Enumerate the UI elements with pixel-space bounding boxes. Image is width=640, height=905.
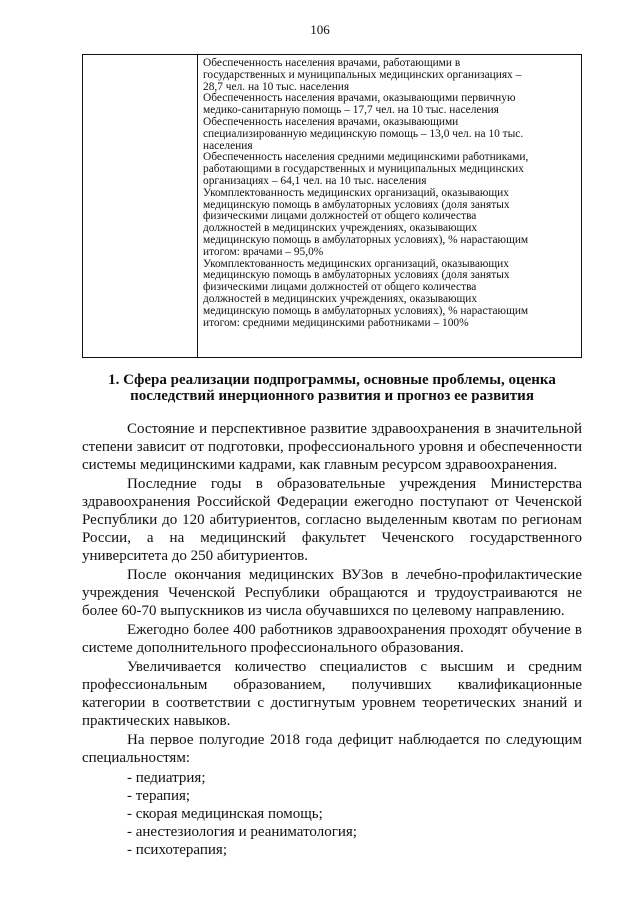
paragraph: После окончания медицинских ВУЗов в лечебно-профилактические учреждения Чеченской Республики обращаются и трудоустраиваются не более 60-70 выпускников из числа обучавшихся по целевому направлению. — [82, 567, 582, 619]
list-item: - скорая медицинская помощь; — [127, 806, 323, 822]
body-text — [82, 420, 582, 859]
section-heading: 1. Сфера реализации подпрограммы, основные проблемы, оценка последствий инерционного развития и прогноз ее развития — [108, 372, 556, 404]
page-number: 106 — [310, 22, 330, 37]
list-item: - психотерапия; — [127, 842, 227, 858]
paragraph: Последние годы в образовательные учреждения Министерства здравоохранения Российской Федерации ежегодно поступают от Чеченской Республики до 120 абитуриентов, согласно выделенным квотам по регионам России, а на медицинский факультет Чеченского государственного университета до 250 абитуриентов. — [82, 476, 582, 564]
paragraph: На первое полугодие 2018 года дефицит наблюдается по следующим специальностям: — [82, 732, 582, 766]
list-item: - анестезиология и реаниматология; — [127, 824, 357, 840]
paragraph: Состояние и перспективное развитие здравоохранения в значительной степени зависит от подготовки, профессионального уровня и обеспеченности системы медицинскими кадрами, как главным ресурсом здравоохранения. — [82, 421, 582, 473]
indicator-doctors-primary-care: Обеспеченность населения врачами, оказывающими первичную медико-санитарную помощь – 17,7 чел. на 10 тыс. населения — [203, 92, 516, 117]
paragraph: Ежегодно более 400 работников здравоохранения проходят обучение в системе дополнительного профессионального образования. — [82, 622, 582, 656]
indicator-doctors-specialized: Обеспеченность населения врачами, оказывающими специализированную медицинскую помощь – 13,0 чел. на 10 тыс. населения — [203, 115, 524, 152]
indicator-doctors-state: Обеспеченность населения врачами, работающими в государственных и муниципальных медицинских организациях – 28,7 чел. на 10 тыс. населения — [203, 57, 522, 93]
indicator-nurses: Обеспеченность населения средними медицинскими работниками, работающими в государственных и муниципальных медицинских организациях – 64,1 чел. на 10 тыс. населения — [203, 151, 529, 187]
indicator-staffing-nurses: Укомплектованность медицинских организаций, оказывающих медицинскую помощь в амбулаторных условиях (доля занятых физическими лицами должностей от общего количества должностей в медицинских учреждениях, оказывающих медицинскую помощь в амбулаторных условиях), % нарастающим итогом: средними медицинскими работниками – 100% — [203, 257, 529, 329]
indicators-table — [82, 54, 582, 358]
table-right-cell — [203, 58, 578, 329]
list-item: - терапия; — [127, 788, 191, 804]
paragraph: Увеличивается количество специалистов с высшим и средним профессиональным образованием, получивших квалификационные категории в соответствии с достигнутым уровнем теоретических знаний и практических навыков. — [82, 659, 582, 729]
specialties-list — [82, 769, 582, 859]
list-item: - педиатрия; — [127, 770, 206, 786]
table-left-cell — [83, 55, 198, 357]
indicator-staffing-doctors: Укомплектованность медицинских организаций, оказывающих медицинскую помощь в амбулаторных условиях (доля занятых физическими лицами должностей от общего количества должностей в медицинских учреждениях, оказывающих медицинскую помощь в амбулаторных условиях), % нарастающим итогом: врачами – 95,0% — [203, 186, 529, 258]
